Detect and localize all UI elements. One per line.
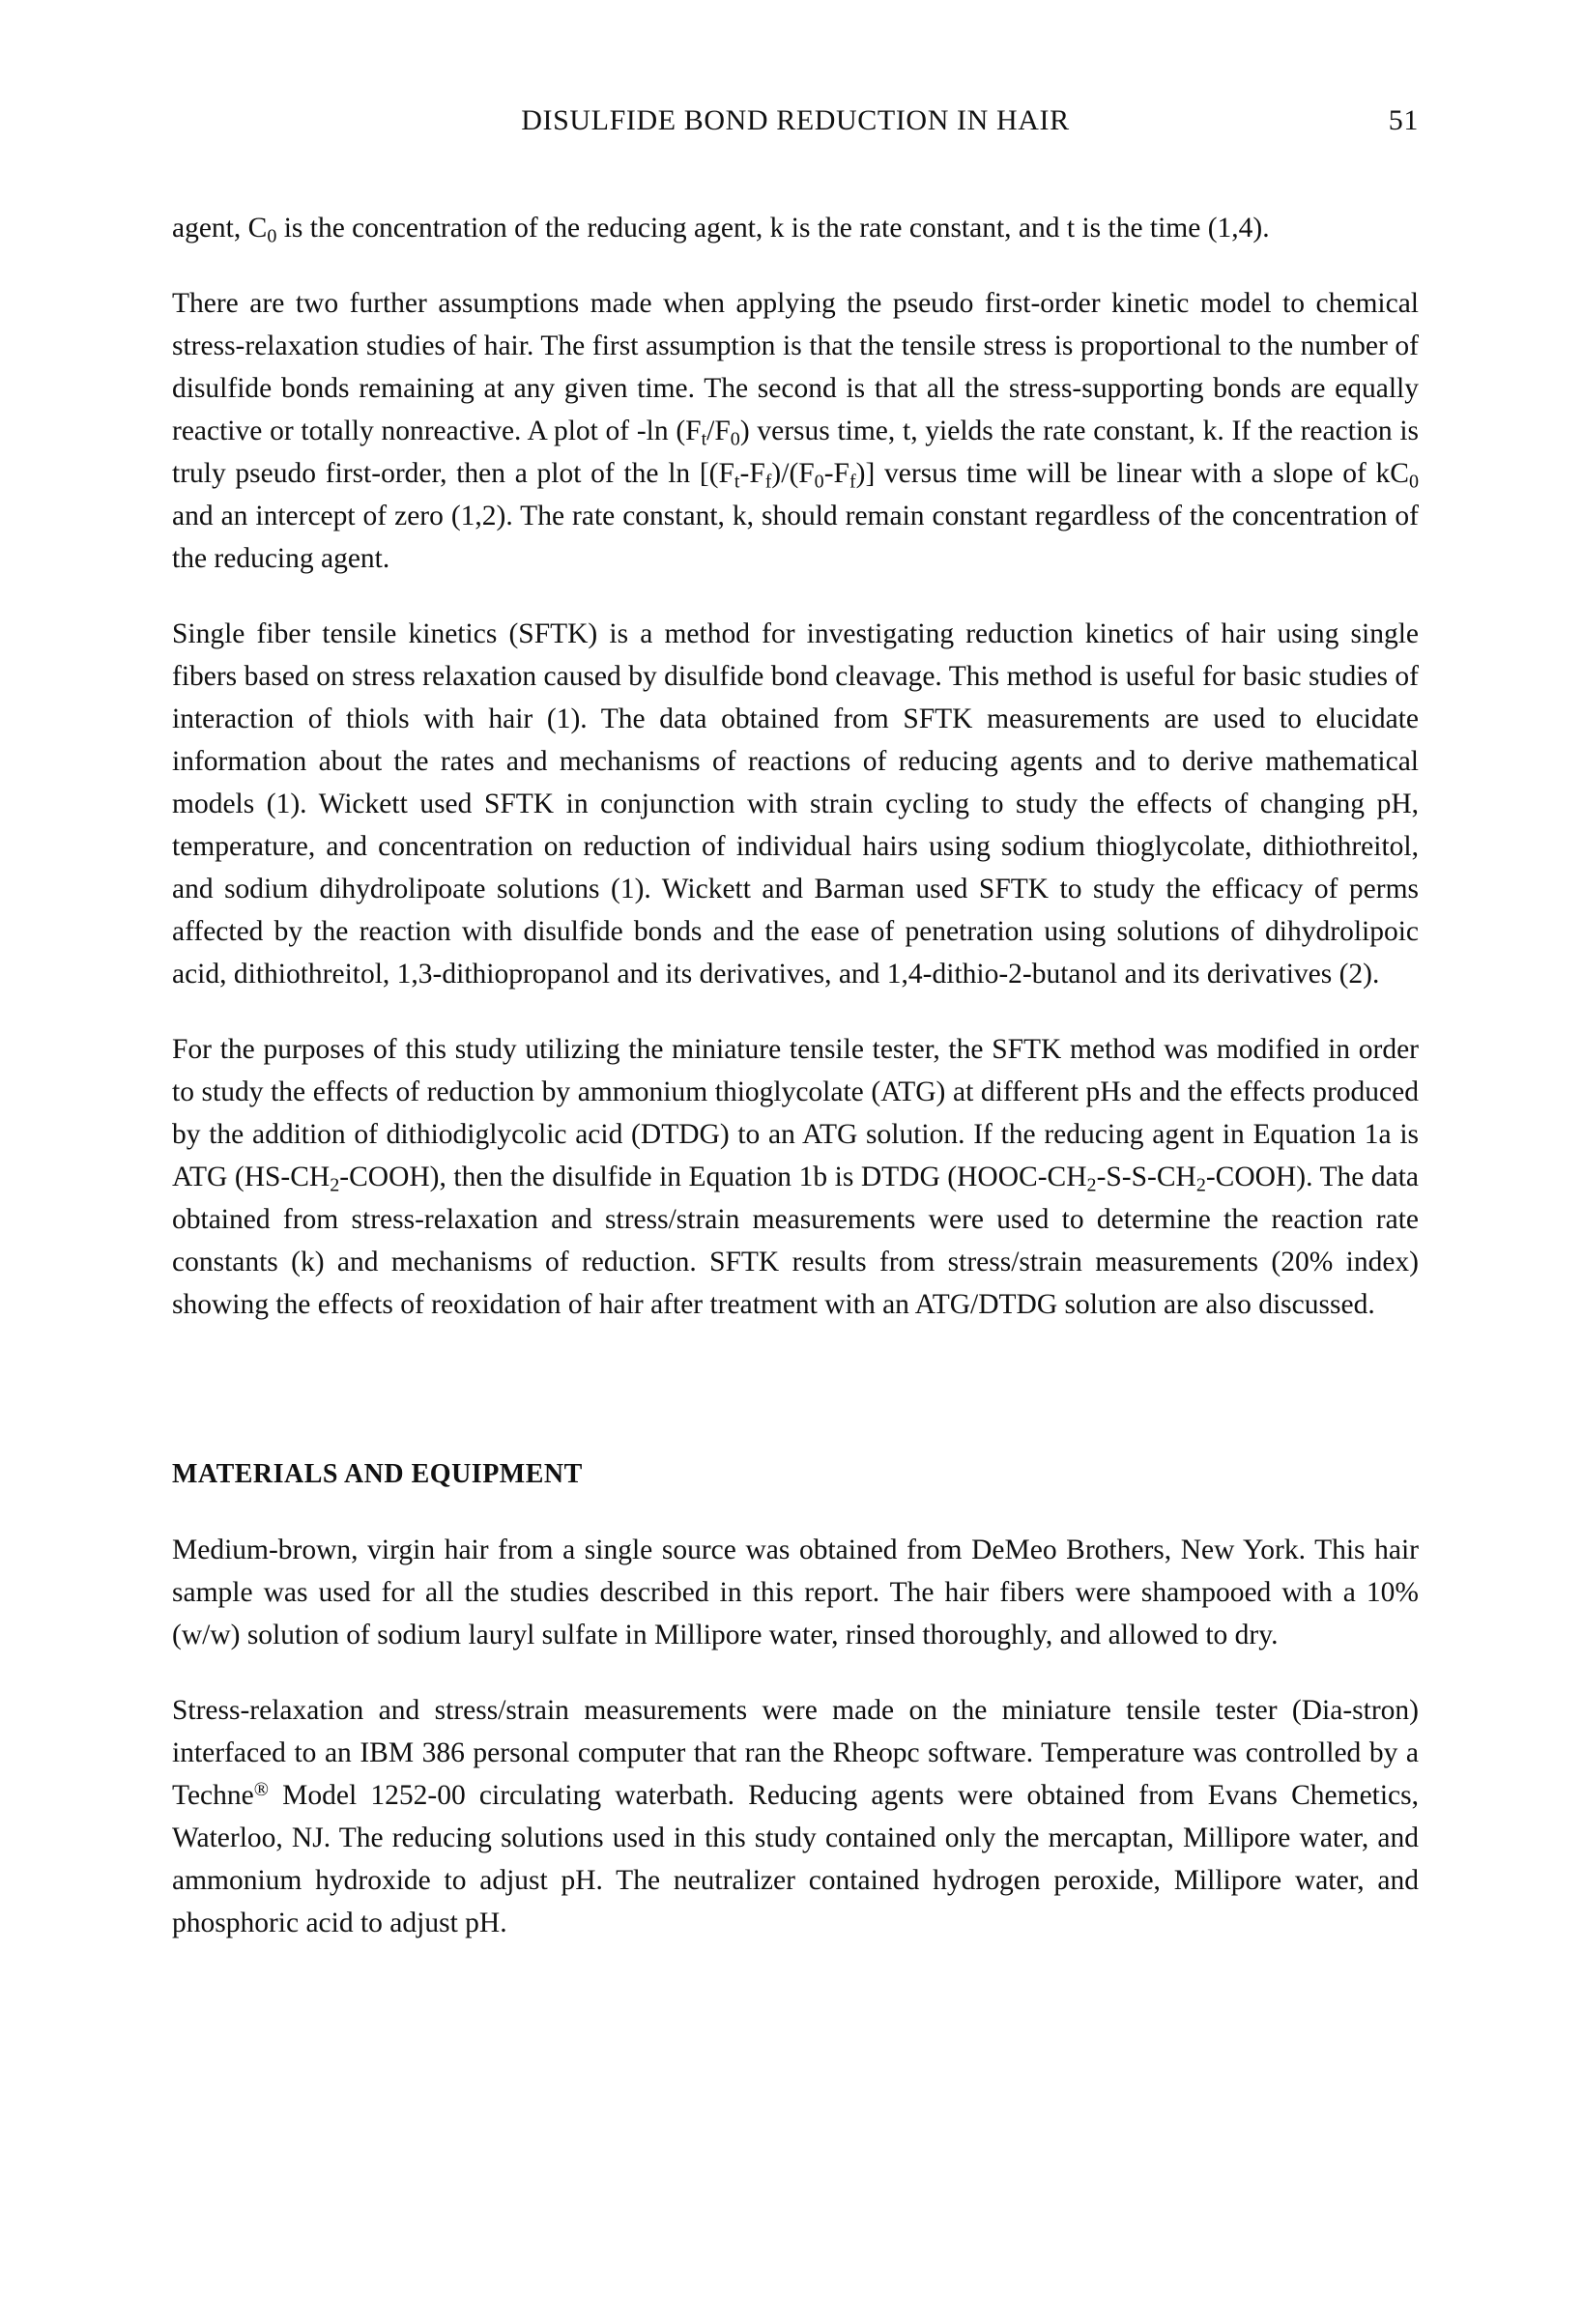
section-spacer: [172, 1359, 1419, 1376]
paragraph: Single fiber tensile kinetics (SFTK) is a method for investigating reduction kinetics of hair using single fibers based on stress relaxation caused by disulfide bond cleavage. This method is useful for basic studies of interaction of thiols with hair (1). The data obtained from SFTK measurements are used to elucidate information about the rates and mechanisms of reactions of reducing agents and to derive mathematical models (1). Wickett used SFTK in conjunction with strain cycling to study the effects of changing pH, temperature, and concentration on reduction of individual hairs using sodium thioglycolate, dithiothreitol, and sodium dihydrolipoate solutions (1). Wickett and Barman used SFTK to study the efficacy of perms affected by the reaction with disulfide bonds and the ease of penetration using solutions of dihydrolipoic acid, dithiothreitol, 1,3-dithiopropanol and its derivatives, and 1,4-dithio-2-butanol and its derivatives (2).: [172, 618, 1419, 990]
paragraph: Medium-brown, virgin hair from a single source was obtained from DeMeo Brothers, New York. This hair sample was used for all the studies described in this report. The hair fibers were shampooed with a 10% (w/w) solution of sodium lauryl sulfate in Millipore water, rinsed thoroughly, and allowed to dry.: [172, 1535, 1419, 1650]
paragraph: For the purposes of this study utilizing the miniature tensile tester, the SFTK method was modified in order to study the effects of reduction by ammonium thioglycolate (ATG) at different pHs and the effects produced by the addition of dithiodiglycolic acid (DTDG) to an ATG solution. If the reducing agent in Equation 1a is ATG $(HS-CH_2-COOH)$, then the disulfide in Equation 1b is DTDG $(HOOC-CH_2-S-S-CH_2-COOH)$. The data obtained from stress-relaxation and stress/strain measurements were used to determine the reaction rate constants (k) and mechanisms of reduction. SFTK results from stress/strain measurements (20% index) showing the effects of reoxidation of hair after treatment with an ATG/DTDG solution are also discussed.: [172, 1034, 1420, 1320]
page-content: [172, 104, 1419, 1944]
paragraph: Stress-relaxation and stress/strain measurements were made on the miniature tensile tester (Dia-stron) interfaced to an IBM 386 personal computer that ran the Rheopc software. Temperature was controlled by a Techne® Model 1252-00 circulating waterbath. Reducing agents were obtained from Evans Chemetics, Waterloo, NJ. The reducing solutions used in this study contained only the mercaptan, Millipore water, and ammonium hydroxide to adjust pH. The neutralizer contained hydrogen peroxide, Millipore water, and phosphoric acid to adjust pH.: [172, 1695, 1419, 1938]
section-heading: MATERIALS AND EQUIPMENT: [172, 1459, 583, 1489]
running-title: DISULFIDE BOND REDUCTION IN HAIR: [521, 104, 1070, 136]
page-number: 51: [1388, 104, 1419, 136]
paragraph: There are two further assumptions made when applying the pseudo first-order kinetic model to chemical stress-relaxation studies of hair. The first assumption is that the tensile stress is proportional to the number of disulfide bonds remaining at any given time. The second is that all the stress-supporting bonds are equally reactive or totally nonreactive. A plot of -ln $(F_t/F_0)$ versus time, t, yields the rate constant, k. If the reaction is truly pseudo first-order, then a plot of the $\ln [(F_t-F_f)/(F_0-F_f)]$ versus time will be linear with a slope of $kC_0$ and an intercept of zero (1,2). The rate constant, k, should remain constant regardless of the concentration of the reducing agent.: [172, 288, 1419, 574]
running-head: [172, 104, 1419, 137]
paragraph: agent, $C_0$ is the concentration of the reducing agent, k is the rate constant, and t is the time (1,4).: [172, 213, 1270, 247]
